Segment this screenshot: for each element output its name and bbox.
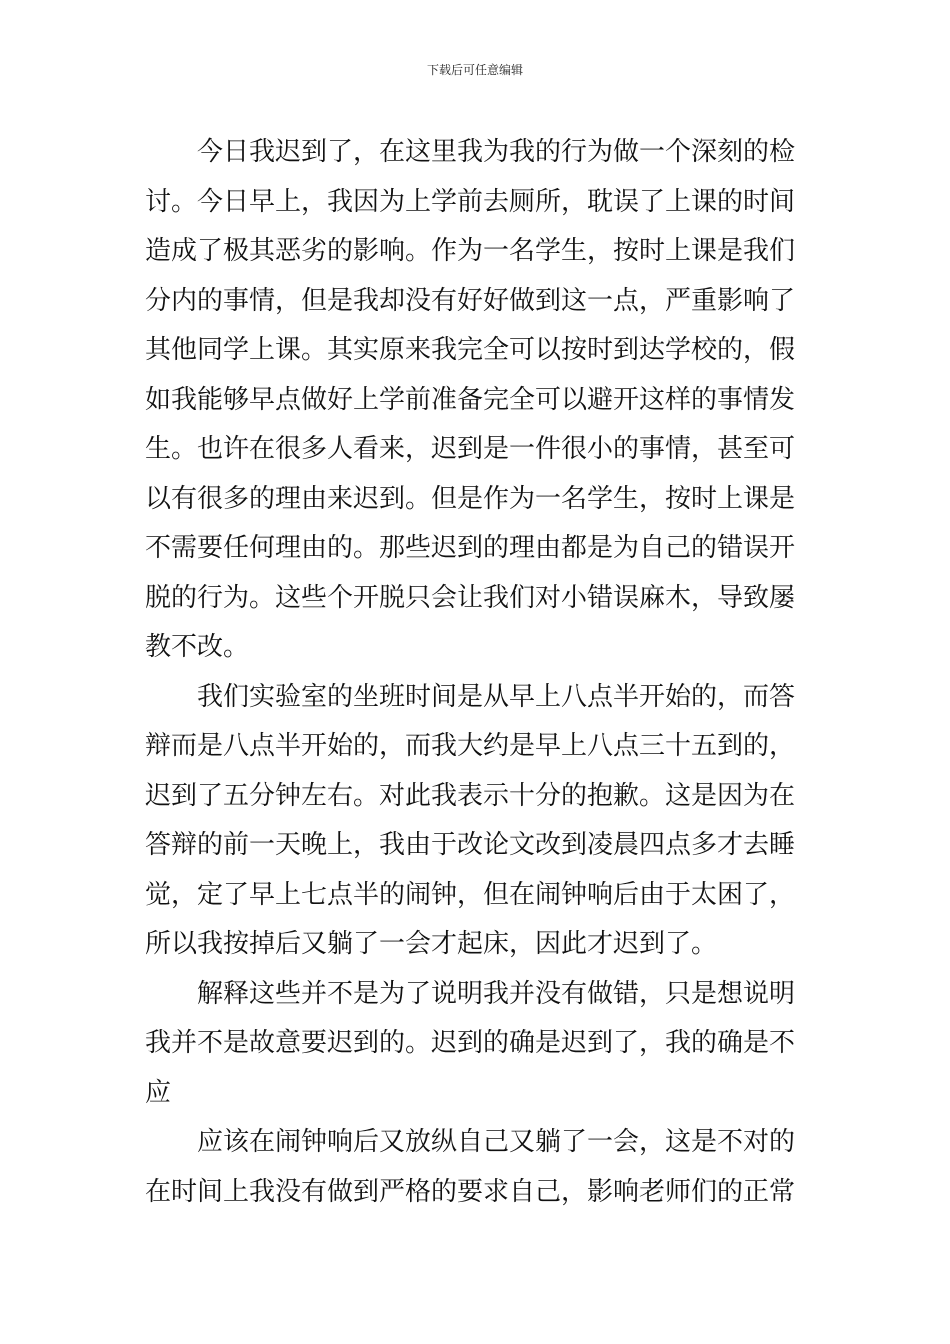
text-line: 分内的事情，但是我却没有好好做到这一点，严重影响了: [145, 285, 796, 316]
page-header: 下载后可任意编辑: [426, 63, 523, 77]
text-line: 生。也许在很多人看来，迟到是一件很小的事情，甚至可: [145, 434, 796, 464]
paragraph-2: [145, 673, 810, 970]
text-line: 造成了极其恶劣的影响。作为一名学生，按时上课是我们: [145, 236, 796, 266]
text-line: 我们实验室的坐班时间是从早上八点半开始的，而答: [197, 681, 796, 712]
text-line: 辩而是八点半开始的，而我大约是早上八点三十五到的，: [145, 731, 796, 761]
paragraph-1: [145, 128, 810, 673]
text-line: 教不改。: [145, 632, 250, 662]
text-line: 答辩的前一天晚上，我由于改论文改到凌晨四点多才去睡: [145, 830, 796, 860]
document-body: [145, 128, 810, 1217]
text-line: 不需要任何理由的。那些迟到的理由都是为自己的错误开: [145, 533, 796, 563]
text-line: 在时间上我没有做到严格的要求自己，影响老师们的正常: [145, 1176, 796, 1207]
text-line: 迟到了五分钟左右。对此我表示十分的抱歉。这是因为在: [145, 780, 796, 811]
paragraph-3: [145, 970, 810, 1119]
text-line: 以有很多的理由来迟到。但是作为一名学生，按时上课是: [145, 483, 796, 514]
text-line: 应: [145, 1077, 172, 1108]
text-line: 觉，定了早上七点半的闹钟，但在闹钟响后由于太困了，: [145, 879, 796, 910]
text-line: 解释这些并不是为了说明我并没有做错，只是想说明: [197, 978, 796, 1009]
text-line: 讨。今日早上，我因为上学前去厕所，耽误了上课的时间: [145, 186, 796, 217]
paragraph-4: [145, 1118, 810, 1217]
text-line: 今日我迟到了，在这里我为我的行为做一个深刻的检: [197, 137, 796, 167]
text-line: 脱的行为。这些个开脱只会让我们对小错误麻木，导致屡: [145, 582, 796, 613]
text-line: 所以我按掉后又躺了一会才起床，因此才迟到了。: [145, 929, 718, 959]
text-line: 应该在闹钟响后又放纵自己又躺了一会，这是不对的: [197, 1127, 796, 1157]
text-line: 其他同学上课。其实原来我完全可以按时到达学校的，假: [145, 335, 796, 365]
text-line: 如我能够早点做好上学前准备完全可以避开这样的事情发: [145, 384, 796, 415]
text-line: 我并不是故意要迟到的。迟到的确是迟到了，我的确是不: [145, 1028, 796, 1058]
